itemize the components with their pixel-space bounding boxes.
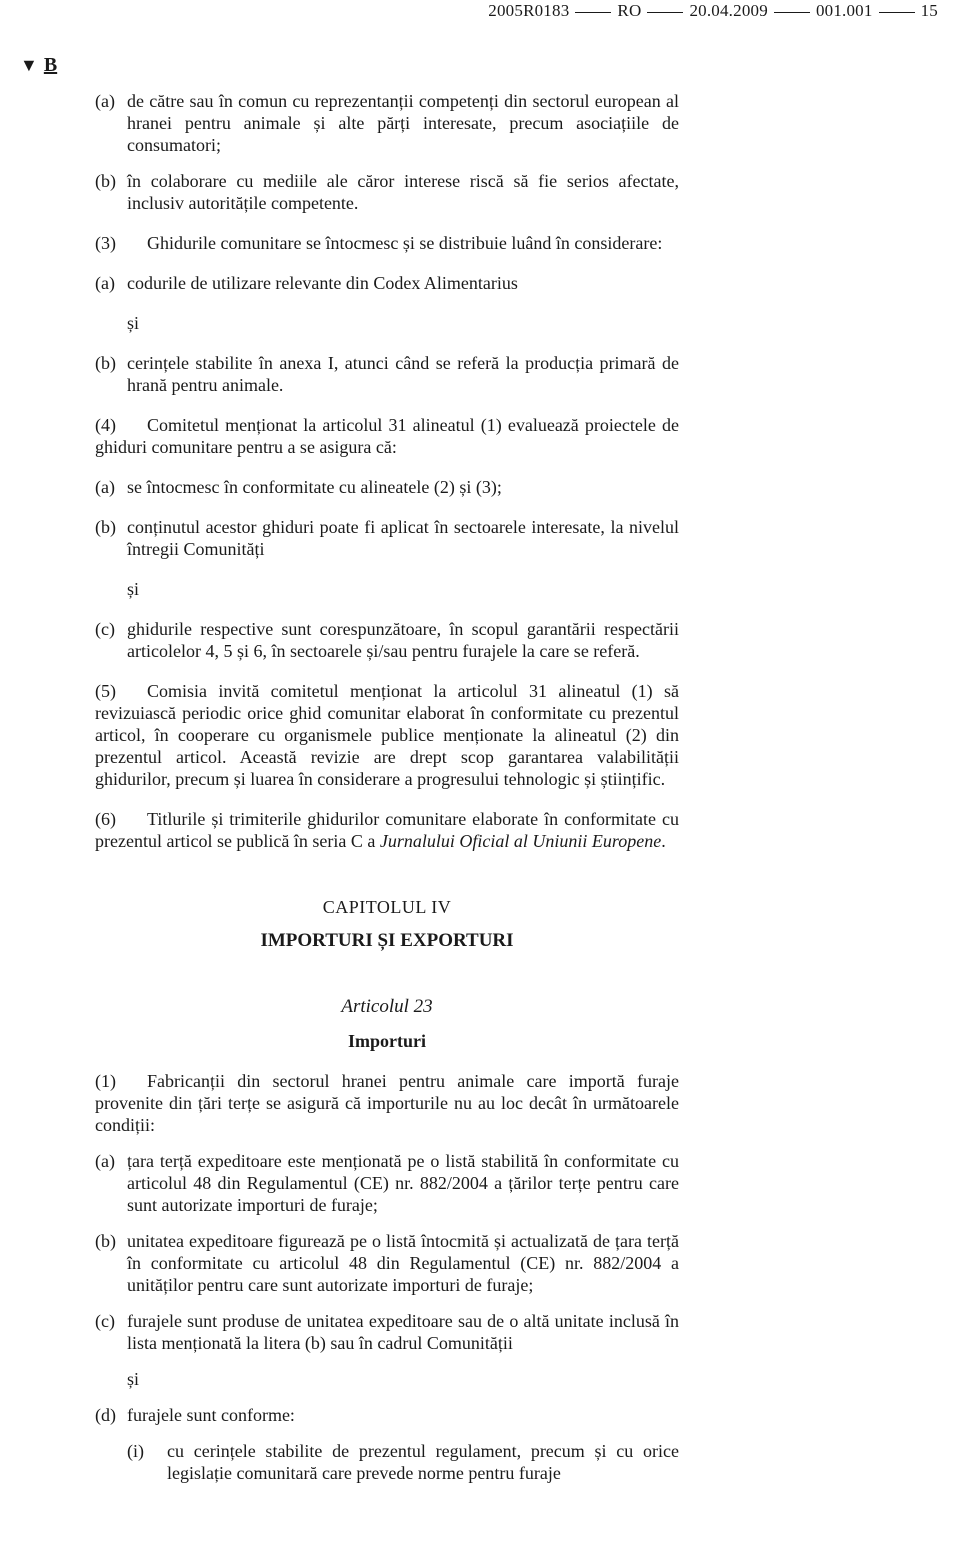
doc-lang: RO — [617, 1, 642, 20]
list-item — [95, 618, 679, 662]
conjunction: și — [127, 313, 140, 333]
item-label: (i) — [127, 1441, 144, 1461]
item-text: ghidurile respective sunt corespunzătoare, în scopul garantării respectării articolelor 4, 5 și 6, în sectoarele și/sau pentru furajele la care se referă. — [127, 619, 679, 661]
list-item — [95, 352, 679, 396]
item-text: furajele sunt conforme: — [127, 1405, 295, 1425]
chapter-title: IMPORTURI ȘI EXPORTURI — [260, 930, 514, 951]
item-label: (b) — [95, 517, 116, 537]
paragraph-number: (6) — [95, 809, 116, 829]
item-label: (a) — [95, 477, 115, 497]
list-item — [95, 1150, 679, 1216]
item-label: (a) — [95, 91, 115, 111]
item-text: țara terță expeditoare este menționată pe o listă stabilită în conformitate cu articolul 48 din Regulamentul (CE) nr. 882/2004 a țărilor terțe pentru care sunt autorizate importuri de furaje; — [127, 1151, 679, 1215]
list-item — [95, 90, 679, 156]
conjunction: și — [127, 579, 140, 599]
paragraph-4 — [95, 414, 679, 458]
paragraph-text: Ghidurile comunitare se întocmesc și se distribuie luând în considerare: — [147, 233, 663, 253]
paragraph-3 — [95, 232, 679, 254]
paragraph-text: Fabricanții din sectorul hranei pentru animale care importă furaje provenite din țări terțe se asigură că importurile nu au loc decât în următoarele condiții: — [95, 1071, 679, 1135]
item-text: codurile de utilizare relevante din Codex Alimentarius — [127, 273, 518, 293]
item-text: cu cerințele stabilite de prezentul regulament, precum și cu orice legislație comunitară care prevede norme pentru furaje — [167, 1441, 679, 1483]
article-title: Importuri — [348, 1031, 426, 1051]
item-text: de către sau în comun cu reprezentanții competenți din sectorul european al hranei pentru animale și alte părți interesate, precum asociațiile de consumatori; — [127, 91, 679, 155]
item-label: (a) — [95, 273, 115, 293]
doc-version: 001.001 — [815, 1, 873, 20]
item-label: (d) — [95, 1405, 116, 1425]
item-label: (b) — [95, 171, 116, 191]
paragraph-number: (5) — [95, 681, 116, 701]
item-label: (b) — [95, 1231, 116, 1251]
list-item — [95, 1404, 679, 1426]
item-text: în colaborare cu mediile ale căror interese riscă să fie serios afectate, inclusiv autoritățile competente. — [127, 171, 679, 213]
paragraph-text: Comisia invită comitetul menționat la articolul 31 alineatul (1) să revizuiască periodic orice ghid comunitar elaborat în conformitate cu prezentul articol, în cooperare cu organismele publice menționate la alineatul (2) din prezentul articol. Această revizie are drept scop garantarea valabilității ghidurilor, precum și luarea în considerare a progresului tehnologic și științific. — [95, 681, 679, 789]
paragraph-6 — [95, 808, 679, 852]
item-label: (a) — [95, 1151, 115, 1171]
separator — [879, 12, 915, 13]
article-number: Articolul 23 — [341, 996, 433, 1017]
list-item — [95, 516, 679, 560]
separator — [647, 12, 683, 13]
list-item — [95, 272, 679, 294]
item-label: (c) — [95, 619, 115, 639]
item-text: se întocmesc în conformitate cu alineatele (2) și (3); — [127, 477, 502, 497]
sub-list-item — [127, 1440, 679, 1484]
item-text: conținutul acestor ghiduri poate fi aplicat în sectoarele interesate, la nivelul întregii Comunități — [127, 517, 679, 559]
paragraph-5 — [95, 680, 679, 790]
item-label: (c) — [95, 1311, 115, 1331]
paragraph-end: . — [661, 831, 666, 851]
list-item — [95, 1310, 679, 1354]
document-body — [95, 90, 679, 1484]
journal-title: Jurnalului Oficial al Uniunii Europene — [379, 831, 662, 851]
page-number: 15 — [920, 1, 938, 20]
list-item — [95, 476, 679, 498]
chapter-number: CAPITOLUL IV — [322, 897, 452, 917]
article-paragraph-1 — [95, 1070, 679, 1136]
paragraph-number: (1) — [95, 1071, 116, 1091]
doc-date: 20.04.2009 — [689, 1, 768, 20]
paragraph-number: (4) — [95, 415, 116, 435]
list-item — [95, 1230, 679, 1296]
item-text: cerințele stabilite în anexa I, atunci când se referă la producția primară de hrană pentru animale. — [127, 353, 679, 395]
amendment-marker — [20, 54, 57, 76]
separator — [575, 12, 611, 13]
paragraph-text: Comitetul menționat la articolul 31 alineatul (1) evaluează proiectele de ghiduri comunitare pentru a se asigura că: — [95, 415, 679, 457]
marker-label: B — [43, 54, 58, 76]
item-text: furajele sunt produse de unitatea expeditoare sau de o altă unitate inclusă în lista menționată la litera (b) sau în cadrul Comunității — [127, 1311, 679, 1353]
doc-id: 2005R0183 — [488, 1, 570, 20]
page-header — [488, 0, 938, 22]
triangle-down-icon: ▼ — [20, 55, 38, 75]
item-label: (b) — [95, 353, 116, 373]
paragraph-number: (3) — [95, 233, 116, 253]
separator — [774, 12, 810, 13]
paragraph-text: Titlurile și trimiterile ghidurilor comunitare elaborate în conformitate cu prezentul articol se publică în seria C a — [95, 809, 679, 851]
list-item — [95, 170, 679, 214]
conjunction: și — [127, 1369, 140, 1389]
item-text: unitatea expeditoare figurează pe o listă întocmită și actualizată de țara terță în conformitate cu articolul 48 din Regulamentul (CE) nr. 882/2004 a unităților pentru care sunt autorizate importuri de furaje; — [127, 1231, 679, 1295]
